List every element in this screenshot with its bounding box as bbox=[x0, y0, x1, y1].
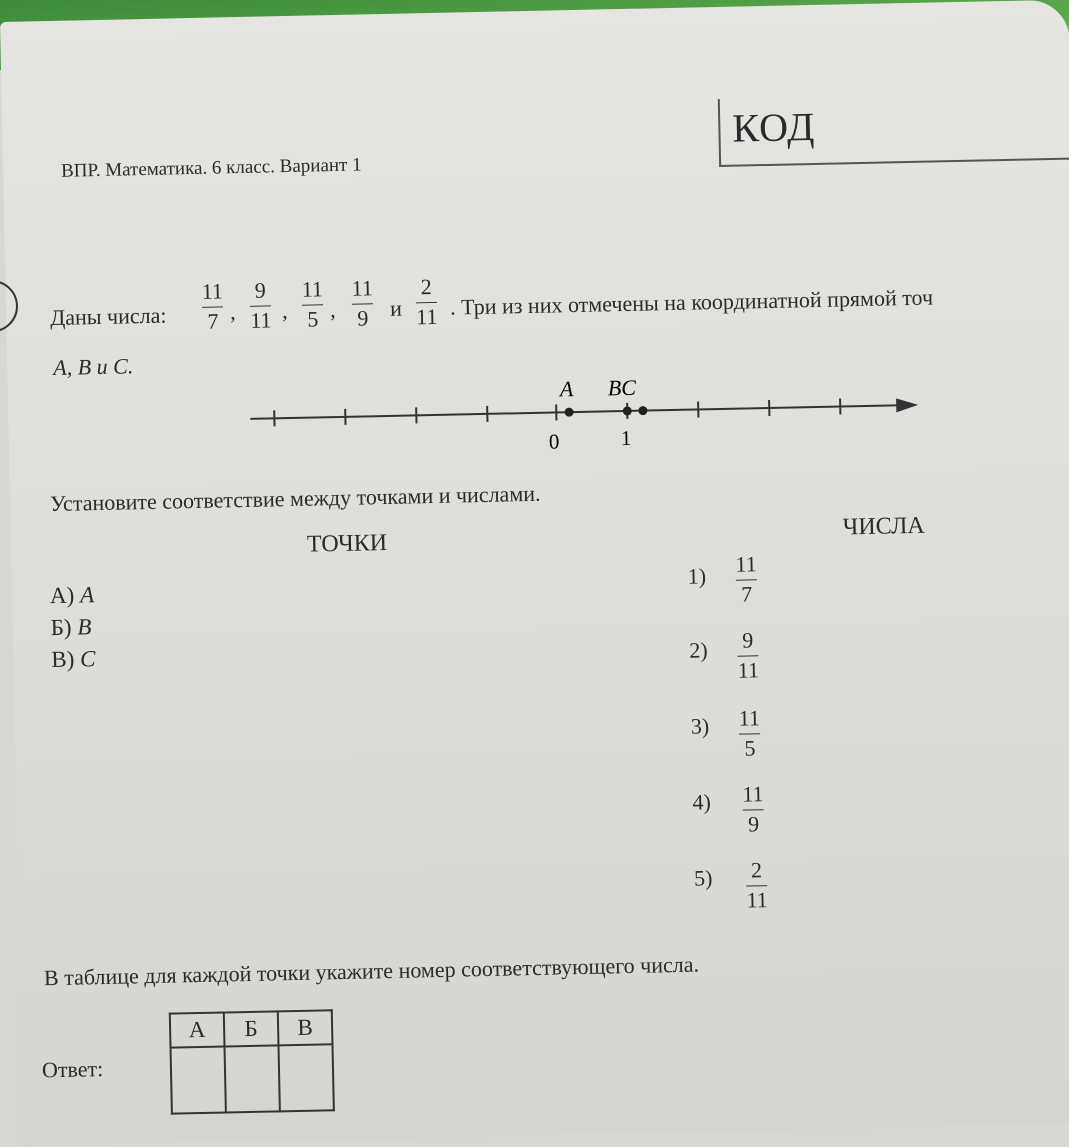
number-fraction-4: 11 9 bbox=[742, 782, 764, 836]
point-a bbox=[564, 408, 573, 417]
numbers-header: ЧИСЛА bbox=[842, 513, 925, 542]
answer-col-a: А bbox=[170, 1013, 225, 1048]
task-number-circle bbox=[0, 280, 18, 333]
number-line bbox=[248, 373, 930, 467]
answer-label: Ответ: bbox=[42, 1056, 104, 1083]
label-one: 1 bbox=[621, 426, 632, 450]
answer-table bbox=[169, 1009, 335, 1114]
axis-line bbox=[250, 405, 900, 419]
number-fraction-5: 2 11 bbox=[746, 858, 768, 912]
point-option-c: В) C bbox=[51, 646, 96, 673]
number-fraction-3: 11 5 bbox=[739, 706, 761, 760]
number-fraction-2: 9 11 bbox=[737, 628, 759, 682]
and-word: и bbox=[390, 296, 402, 322]
code-box[interactable] bbox=[718, 91, 1069, 167]
number-label-5: 5) bbox=[694, 865, 713, 891]
points-line: A, B и C. bbox=[53, 353, 134, 381]
page-header: ВПР. Математика. 6 класс. Вариант 1 bbox=[61, 154, 362, 182]
comma: , bbox=[330, 297, 336, 323]
label-zero: 0 bbox=[549, 429, 560, 453]
fraction-11-9: 11 9 bbox=[351, 276, 373, 330]
point-b bbox=[623, 406, 632, 415]
number-label-4: 4) bbox=[692, 789, 711, 815]
point-c bbox=[638, 406, 647, 415]
task-text-tail: . Три из них отмечены на координатной прямой точ bbox=[450, 285, 934, 321]
points-header: ТОЧКИ bbox=[307, 530, 388, 559]
number-label-2: 2) bbox=[689, 637, 708, 663]
instruction: Установите соответствие между точками и числами. bbox=[50, 481, 541, 517]
fraction-11-5: 11 5 bbox=[301, 277, 323, 331]
answer-col-c: В bbox=[278, 1010, 333, 1045]
label-bc: BC bbox=[608, 375, 637, 401]
number-fraction-1: 11 7 bbox=[735, 552, 757, 606]
point-option-a: А) A bbox=[50, 582, 95, 609]
table-instruction: В таблице для каждой точки укажите номер соответствующего числа. bbox=[44, 952, 700, 992]
axis-arrow bbox=[896, 398, 918, 412]
answer-col-b: Б bbox=[224, 1011, 279, 1046]
answer-cell-c[interactable] bbox=[278, 1044, 333, 1111]
answer-cell-a[interactable] bbox=[171, 1047, 226, 1114]
label-a: A bbox=[558, 376, 575, 401]
fraction-11-7: 11 7 bbox=[201, 279, 223, 333]
comma: , bbox=[282, 298, 288, 324]
number-label-1: 1) bbox=[687, 563, 706, 589]
task-intro: Даны числа: bbox=[50, 303, 167, 331]
answer-cell-b[interactable] bbox=[225, 1045, 280, 1112]
point-option-b: Б) B bbox=[50, 614, 91, 641]
comma: , bbox=[230, 299, 236, 325]
fraction-9-11: 9 11 bbox=[249, 278, 271, 332]
ticks bbox=[274, 398, 840, 426]
fraction-2-11: 2 11 bbox=[415, 275, 437, 329]
code-label: КОД bbox=[732, 103, 816, 152]
number-label-3: 3) bbox=[691, 713, 710, 739]
